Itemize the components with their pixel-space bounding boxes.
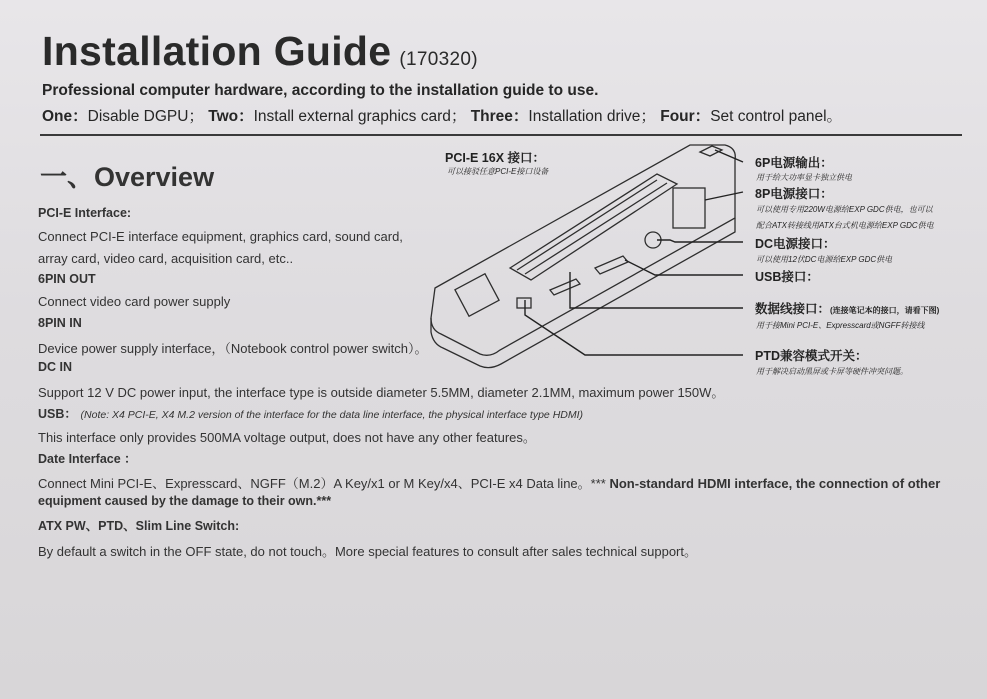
step-one-text: Disable DGPU； — [87, 108, 204, 125]
step-one-key: One： — [42, 108, 88, 125]
usb-note: (Note: X4 PCI-E, X4 M.2 version of the interface for the data line interface, the physical interface type HDMI) — [80, 409, 584, 421]
usb-port — [550, 279, 580, 295]
atx-title: ATX PW、PTD、Slim Line Switch: — [38, 519, 240, 533]
data-port — [595, 256, 628, 274]
page-title — [42, 28, 478, 75]
sixpin-title: 6PIN OUT — [38, 272, 96, 286]
eightpin-title: 8PIN IN — [38, 316, 82, 330]
pcie-line-1: Connect PCI-E interface equipment, graphics card, sound card, — [38, 229, 403, 244]
atx-text: By default a switch in the OFF state, do not touch。More special features to consult after sales technical support。 — [38, 544, 697, 559]
usb-label: USB接口： — [755, 270, 819, 284]
device-body-outline — [431, 145, 735, 355]
eightp-sub-2: 配合ATX转接线用ATX台式机电源给EXP GDC供电 — [756, 221, 934, 230]
sixpin-text: Connect video card power supply — [38, 294, 231, 309]
data-label-note: (连接笔记本的接口，请看下图) — [830, 306, 940, 315]
step-three-text: Installation drive； — [528, 108, 656, 125]
data-label-main: 数据线接口： — [755, 302, 831, 316]
section-heading: 一、Overview — [40, 162, 215, 192]
data-sub: 用于接Mini PCI-E、Expresscard或NGFF转接线 — [756, 321, 925, 330]
sixp-label: 6P电源输出： — [755, 156, 833, 170]
step-two-key: Two： — [208, 108, 254, 125]
sixp-sub: 用于给大功率显卡独立供电 — [756, 173, 852, 182]
ptd-label: PTD兼容模式开关： — [755, 349, 868, 363]
pcie-slot-inner — [517, 180, 667, 274]
date-warning-2: equipment caused by the damage to their own.*** — [38, 494, 332, 508]
device-diagram — [425, 140, 965, 390]
usb-row — [38, 404, 583, 422]
step-four-text: Set control panel。 — [710, 108, 843, 125]
date-text: Connect Mini PCI-E、Expresscard、NGFF（M.2）A Key/x1 or M Key/x4、PCI-E x4 Data line。*** — [38, 476, 606, 491]
pcie-label: PCI-E 16X 接口： — [445, 151, 546, 165]
eightp-sub-1: 可以使用专用220W电源给EXP GDC供电，也可以 — [756, 205, 933, 214]
ptd-switch — [517, 298, 531, 308]
dc-label: DC电源接口： — [755, 237, 836, 251]
dcin-text: Support 12 V DC power input, the interface type is outside diameter 5.5MM, diameter 2.1MM, maximum power 150W。 — [38, 385, 725, 400]
date-title: Date Interface ： — [38, 452, 137, 466]
usb-title: USB： — [38, 407, 77, 421]
title-code: (170320) — [399, 49, 478, 70]
device-front-face — [431, 218, 735, 368]
eightp-label: 8P电源接口： — [755, 187, 833, 201]
usb-text: This interface only provides 500MA voltage output, does not have any other features。 — [38, 430, 536, 445]
step-four-key: Four： — [660, 108, 711, 125]
date-row — [38, 473, 940, 492]
eightpin-text: Device power supply interface，（Notebook control power switch）。 — [38, 341, 428, 356]
pcie-line-2: array card, video card, acquisition card, etc.. — [38, 251, 294, 266]
dcin-title: DC IN — [38, 360, 73, 374]
step-three-key: Three： — [470, 108, 529, 125]
date-warning: Non-standard HDMI interface, the connection of other — [609, 476, 941, 491]
step-two-text: Install external graphics card； — [253, 108, 467, 125]
pcie-sub: 可以接驳任意PCI-E接口设备 — [447, 167, 549, 176]
title-text: Installation Guide — [42, 28, 392, 74]
data-label — [755, 301, 940, 316]
vent-grid — [455, 274, 499, 316]
connector-8p — [673, 188, 705, 228]
ptd-sub: 用于解决启动黑屏或卡屏等硬件冲突问题。 — [756, 367, 908, 376]
divider — [40, 134, 962, 136]
pcie-title: PCI-E Interface: — [38, 206, 132, 220]
step-list — [42, 104, 842, 126]
subtitle: Professional computer hardware, according to the installation guide to use. — [42, 82, 599, 99]
dc-sub: 可以使用12伏DC电源给EXP GDC供电 — [756, 255, 893, 264]
